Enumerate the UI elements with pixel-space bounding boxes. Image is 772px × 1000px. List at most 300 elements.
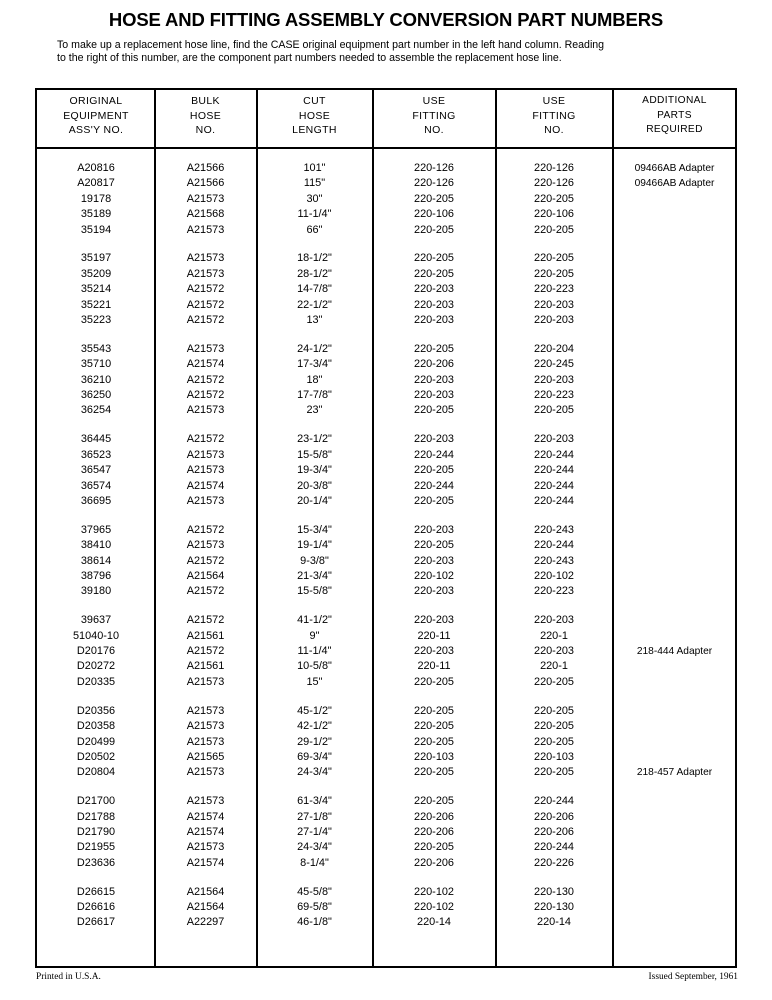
cell-additional-parts-required [614, 298, 735, 313]
cell-use-fitting-no-2: 220-205 [534, 766, 574, 779]
cell-bulk-hose-no: A21565 [186, 750, 225, 763]
cell-cut-hose-length: 17-3/4" [297, 358, 332, 371]
cell-original-equipment-assy-no: D20356 [76, 704, 116, 717]
cell-cut-hose-length: 11-1/4" [297, 645, 332, 658]
cell-additional-parts-required [614, 794, 735, 809]
cell-bulk-hose-no: A21572 [186, 314, 225, 327]
table-row [37, 357, 735, 372]
cell-bulk-hose-no: A21573 [186, 841, 225, 854]
cell-use-fitting-no-1: 220-203 [414, 433, 454, 446]
cell-additional-parts-required: 09466AB Adapter [634, 163, 715, 174]
table-row [37, 613, 735, 628]
cell-original-equipment-assy-no: D26615 [76, 885, 116, 898]
cell-cut-hose-length: 15-3/4" [297, 523, 332, 536]
cell-additional-parts-required [614, 569, 735, 584]
cell-use-fitting-no-1: 220-205 [414, 267, 454, 280]
cell-cut-hose-length: 23" [306, 404, 323, 417]
cell-use-fitting-no-2: 220-223 [534, 283, 574, 296]
cell-use-fitting-no-2: 220-205 [534, 675, 574, 688]
cell-original-equipment-assy-no: D20272 [76, 660, 116, 673]
cell-original-equipment-assy-no: 36250 [80, 389, 112, 402]
cell-use-fitting-no-1: 220-102 [414, 885, 454, 898]
cell-bulk-hose-no: A21573 [186, 494, 225, 507]
cell-bulk-hose-no: A21572 [186, 645, 225, 658]
cell-use-fitting-no-1: 220-205 [414, 342, 454, 355]
cell-use-fitting-no-2: 220-244 [534, 494, 574, 507]
cell-use-fitting-no-2: 220-130 [534, 901, 574, 914]
table-row [37, 267, 735, 282]
cell-original-equipment-assy-no: D20335 [76, 675, 116, 688]
table-row [37, 719, 735, 734]
cell-use-fitting-no-2: 220-226 [534, 856, 574, 869]
cell-use-fitting-no-1: 220-203 [414, 298, 454, 311]
cell-original-equipment-assy-no: 35543 [80, 342, 112, 355]
cell-additional-parts-required [614, 885, 735, 900]
cell-original-equipment-assy-no: 35194 [80, 223, 112, 236]
table-row [37, 403, 735, 418]
cell-additional-parts-required [614, 613, 735, 628]
cell-original-equipment-assy-no: 35189 [80, 208, 112, 221]
cell-original-equipment-assy-no: 35197 [80, 252, 112, 265]
cell-use-fitting-no-2: 220-203 [534, 433, 574, 446]
cell-original-equipment-assy-no: 35221 [80, 298, 112, 311]
cell-cut-hose-length: 66" [306, 223, 323, 236]
table-row [37, 176, 735, 191]
cell-use-fitting-no-2: 220-1 [540, 629, 568, 642]
cell-use-fitting-no-2: 220-223 [534, 389, 574, 402]
table-row [37, 479, 735, 494]
cell-cut-hose-length: 15-5/8" [297, 448, 332, 461]
cell-additional-parts-required [614, 915, 735, 930]
cell-original-equipment-assy-no: 39180 [80, 585, 112, 598]
cell-use-fitting-no-2: 220-206 [534, 825, 574, 838]
cell-original-equipment-assy-no: 37965 [80, 523, 112, 536]
column-header-bulk-hose-no: BULK HOSE NO. [189, 95, 222, 137]
cell-original-equipment-assy-no: D21955 [76, 841, 116, 854]
cell-bulk-hose-no: A21573 [186, 766, 225, 779]
cell-bulk-hose-no: A21572 [186, 389, 225, 402]
cell-original-equipment-assy-no: 38796 [80, 569, 112, 582]
table-row [37, 675, 735, 690]
cell-cut-hose-length: 45-1/2" [297, 704, 332, 717]
table-row [37, 659, 735, 674]
cell-use-fitting-no-2: 220-126 [534, 162, 574, 174]
table-row [37, 900, 735, 915]
cell-use-fitting-no-1: 220-205 [414, 675, 454, 688]
cell-additional-parts-required [614, 719, 735, 734]
cell-use-fitting-no-1: 220-126 [414, 162, 454, 174]
cell-cut-hose-length: 46-1/8" [297, 916, 332, 929]
cell-original-equipment-assy-no: A20816 [77, 162, 115, 174]
column-header-additional-parts-required: ADDITIONAL PARTS REQUIRED [642, 95, 707, 136]
cell-additional-parts-required [614, 448, 735, 463]
table-row [37, 192, 735, 207]
cell-use-fitting-no-1: 220-11 [417, 629, 451, 642]
cell-use-fitting-no-2: 220-14 [537, 916, 571, 929]
cell-additional-parts-required [614, 463, 735, 478]
cell-cut-hose-length: 21-3/4" [297, 569, 332, 582]
table-row [37, 735, 735, 750]
cell-additional-parts-required [614, 251, 735, 266]
cell-original-equipment-assy-no: D21700 [76, 795, 116, 808]
table-row [37, 584, 735, 599]
cell-bulk-hose-no: A21573 [186, 795, 225, 808]
cell-use-fitting-no-2: 220-203 [534, 373, 574, 386]
cell-bulk-hose-no: A21572 [186, 614, 225, 627]
cell-cut-hose-length: 27-1/4" [297, 825, 332, 838]
cell-bulk-hose-no: A21564 [186, 885, 225, 898]
cell-use-fitting-no-1: 220-203 [414, 614, 454, 627]
cell-use-fitting-no-1: 220-205 [414, 704, 454, 717]
cell-use-fitting-no-1: 220-106 [414, 208, 454, 221]
cell-cut-hose-length: 13" [306, 314, 323, 327]
cell-cut-hose-length: 27-1/8" [297, 810, 332, 823]
cell-additional-parts-required [614, 357, 735, 372]
cell-use-fitting-no-2: 220-205 [534, 404, 574, 417]
cell-bulk-hose-no: A21574 [186, 825, 225, 838]
table-row [37, 251, 735, 266]
cell-additional-parts-required [614, 494, 735, 509]
cell-original-equipment-assy-no: D21790 [76, 825, 116, 838]
cell-original-equipment-assy-no: 35209 [80, 267, 112, 280]
cell-bulk-hose-no: A21573 [186, 404, 225, 417]
cell-use-fitting-no-1: 220-205 [414, 252, 454, 265]
table-row-group [37, 794, 735, 871]
cell-use-fitting-no-2: 220-244 [534, 464, 574, 477]
intro-line-2: to the right of this number, are the component part numbers needed to assemble the replacement hose line. [57, 52, 562, 65]
table-row [37, 704, 735, 719]
cell-bulk-hose-no: A21573 [186, 735, 225, 748]
cell-original-equipment-assy-no: A20817 [77, 177, 115, 190]
cell-bulk-hose-no: A21573 [186, 267, 225, 280]
cell-bulk-hose-no: A21566 [186, 177, 225, 190]
cell-additional-parts-required [614, 282, 735, 297]
cell-original-equipment-assy-no: D20502 [76, 750, 116, 763]
cell-additional-parts-required: 218-457 Adapter [636, 767, 713, 779]
table-row [37, 750, 735, 765]
cell-bulk-hose-no: A21574 [186, 479, 225, 492]
cell-additional-parts-required [614, 659, 735, 674]
cell-use-fitting-no-2: 220-244 [534, 841, 574, 854]
cell-use-fitting-no-2: 220-223 [534, 585, 574, 598]
cell-additional-parts-required [614, 432, 735, 447]
column-header-cut-hose-length: CUT HOSE LENGTH [292, 95, 337, 137]
cell-original-equipment-assy-no: 38614 [80, 554, 112, 567]
cell-additional-parts-required [614, 538, 735, 553]
cell-original-equipment-assy-no: D23636 [76, 856, 116, 869]
cell-cut-hose-length: 69-3/4" [297, 750, 332, 763]
cell-use-fitting-no-1: 220-205 [414, 841, 454, 854]
cell-cut-hose-length: 41-1/2" [297, 614, 332, 627]
cell-cut-hose-length: 24-3/4" [297, 766, 332, 779]
cell-cut-hose-length: 9" [309, 629, 320, 642]
cell-use-fitting-no-2: 220-244 [534, 539, 574, 552]
cell-use-fitting-no-2: 220-205 [534, 223, 574, 236]
table-row-group [37, 704, 735, 781]
table-row [37, 298, 735, 313]
table-row [37, 523, 735, 538]
cell-cut-hose-length: 24-3/4" [297, 841, 332, 854]
cell-use-fitting-no-1: 220-203 [414, 645, 454, 658]
table-row [37, 494, 735, 509]
page-title: HOSE AND FITTING ASSEMBLY CONVERSION PART NUMBERS [108, 9, 664, 30]
cell-use-fitting-no-1: 220-205 [414, 223, 454, 236]
cell-original-equipment-assy-no: D20804 [76, 766, 116, 779]
cell-use-fitting-no-2: 220-206 [534, 810, 574, 823]
cell-cut-hose-length: 11-1/4" [297, 208, 332, 221]
cell-use-fitting-no-2: 220-106 [534, 208, 574, 221]
cell-use-fitting-no-1: 220-244 [414, 448, 454, 461]
cell-additional-parts-required [614, 735, 735, 750]
table-row [37, 840, 735, 855]
cell-use-fitting-no-2: 220-203 [534, 298, 574, 311]
cell-additional-parts-required [614, 267, 735, 282]
cell-original-equipment-assy-no: 36574 [80, 479, 112, 492]
cell-additional-parts-required [614, 750, 735, 765]
cell-use-fitting-no-1: 220-205 [414, 795, 454, 808]
cell-cut-hose-length: 15-5/8" [297, 585, 332, 598]
cell-cut-hose-length: 45-5/8" [297, 885, 332, 898]
cell-use-fitting-no-2: 220-102 [534, 569, 574, 582]
cell-use-fitting-no-2: 220-205 [534, 720, 574, 733]
cell-bulk-hose-no: A21572 [186, 283, 225, 296]
table-row [37, 161, 735, 176]
cell-use-fitting-no-1: 220-102 [414, 569, 454, 582]
cell-additional-parts-required [614, 313, 735, 328]
cell-additional-parts-required [614, 207, 735, 222]
cell-cut-hose-length: 18-1/2" [297, 252, 332, 265]
cell-original-equipment-assy-no: 36523 [80, 448, 112, 461]
cell-use-fitting-no-2: 220-205 [534, 735, 574, 748]
cell-additional-parts-required: 218-444 Adapter [636, 646, 713, 658]
cell-bulk-hose-no: A21572 [186, 433, 225, 446]
cell-use-fitting-no-1: 220-203 [414, 283, 454, 296]
cell-cut-hose-length: 15" [306, 675, 323, 688]
intro-line-1: To make up a replacement hose line, find the CASE original equipment part number in the left hand column. Reading [57, 39, 605, 51]
cell-original-equipment-assy-no: 36254 [80, 404, 112, 417]
cell-additional-parts-required [614, 479, 735, 494]
cell-cut-hose-length: 115" [303, 177, 326, 190]
cell-original-equipment-assy-no: D21788 [76, 810, 116, 823]
cell-cut-hose-length: 14-7/8" [297, 283, 332, 296]
column-header-use-fitting-no-2: USE FITTING NO. [532, 95, 576, 137]
cell-use-fitting-no-1: 220-244 [414, 479, 454, 492]
cell-use-fitting-no-2: 220-244 [534, 479, 574, 492]
cell-original-equipment-assy-no: 19178 [80, 192, 112, 205]
table-row [37, 810, 735, 825]
table-row [37, 856, 735, 871]
cell-bulk-hose-no: A21574 [186, 358, 225, 371]
cell-use-fitting-no-1: 220-203 [414, 554, 454, 567]
table-row [37, 538, 735, 553]
cell-additional-parts-required [614, 900, 735, 915]
column-header-original-equipment-assy-no: ORIGINAL EQUIPMENT ASS'Y NO. [63, 95, 129, 137]
cell-bulk-hose-no: A21573 [186, 223, 225, 236]
column-header-use-fitting-no-1: USE FITTING NO. [412, 95, 456, 137]
cell-bulk-hose-no: A21572 [186, 523, 225, 536]
cell-cut-hose-length: 101" [303, 162, 326, 174]
cell-bulk-hose-no: A21566 [186, 162, 225, 174]
cell-cut-hose-length: 61-3/4" [297, 795, 332, 808]
cell-use-fitting-no-1: 220-205 [414, 720, 454, 733]
cell-bulk-hose-no: A21574 [186, 810, 225, 823]
cell-original-equipment-assy-no: 36547 [80, 464, 112, 477]
cell-use-fitting-no-2: 220-205 [534, 252, 574, 265]
cell-original-equipment-assy-no: 35223 [80, 314, 112, 327]
table-row [37, 463, 735, 478]
table-row [37, 554, 735, 569]
cell-additional-parts-required [614, 810, 735, 825]
table-row [37, 207, 735, 222]
table-row [37, 432, 735, 447]
cell-cut-hose-length: 9-3/8" [300, 554, 329, 567]
cell-use-fitting-no-2: 220-243 [534, 523, 574, 536]
cell-additional-parts-required [614, 704, 735, 719]
table-row [37, 313, 735, 328]
table-row-group [37, 432, 735, 509]
cell-cut-hose-length: 19-3/4" [297, 464, 332, 477]
cell-original-equipment-assy-no: 35214 [80, 283, 112, 296]
table-row [37, 373, 735, 388]
intro-paragraph [57, 39, 717, 66]
cell-original-equipment-assy-no: D26617 [76, 916, 116, 929]
cell-original-equipment-assy-no: 36695 [80, 494, 112, 507]
cell-original-equipment-assy-no: D20176 [76, 645, 116, 658]
cell-use-fitting-no-1: 220-205 [414, 539, 454, 552]
table-row [37, 885, 735, 900]
cell-bulk-hose-no: A21573 [186, 675, 225, 688]
cell-bulk-hose-no: A21573 [186, 448, 225, 461]
table-row-group [37, 885, 735, 931]
cell-use-fitting-no-1: 220-205 [414, 494, 454, 507]
cell-original-equipment-assy-no: D20499 [76, 735, 116, 748]
cell-original-equipment-assy-no: 36210 [80, 373, 112, 386]
cell-use-fitting-no-2: 220-126 [534, 177, 574, 190]
table-row [37, 388, 735, 403]
cell-additional-parts-required [614, 584, 735, 599]
cell-use-fitting-no-2: 220-244 [534, 448, 574, 461]
cell-cut-hose-length: 20-1/4" [297, 494, 332, 507]
cell-use-fitting-no-1: 220-206 [414, 825, 454, 838]
cell-cut-hose-length: 23-1/2" [297, 433, 332, 446]
cell-use-fitting-no-1: 220-205 [414, 404, 454, 417]
cell-bulk-hose-no: A21574 [186, 856, 225, 869]
cell-additional-parts-required [614, 342, 735, 357]
cell-bulk-hose-no: A21561 [186, 660, 225, 673]
cell-use-fitting-no-1: 220-206 [414, 810, 454, 823]
cell-original-equipment-assy-no: 39637 [80, 614, 112, 627]
cell-use-fitting-no-2: 220-205 [534, 192, 574, 205]
cell-additional-parts-required [614, 856, 735, 871]
cell-use-fitting-no-2: 220-243 [534, 554, 574, 567]
cell-bulk-hose-no: A21564 [186, 901, 225, 914]
cell-bulk-hose-no: A21573 [186, 342, 225, 355]
cell-bulk-hose-no: A21568 [186, 208, 225, 221]
table-body [37, 149, 735, 966]
cell-bulk-hose-no: A21564 [186, 569, 225, 582]
cell-cut-hose-length: 29-1/2" [297, 735, 332, 748]
table-row [37, 223, 735, 238]
cell-use-fitting-no-1: 220-205 [414, 766, 454, 779]
cell-use-fitting-no-1: 220-126 [414, 177, 454, 190]
cell-cut-hose-length: 19-1/4" [297, 539, 332, 552]
table-row [37, 342, 735, 357]
cell-use-fitting-no-1: 220-203 [414, 585, 454, 598]
cell-bulk-hose-no: A22297 [186, 916, 225, 929]
cell-use-fitting-no-1: 220-203 [414, 389, 454, 402]
cell-additional-parts-required [614, 373, 735, 388]
table-row [37, 825, 735, 840]
cell-use-fitting-no-2: 220-1 [540, 660, 568, 673]
cell-bulk-hose-no: A21572 [186, 298, 225, 311]
cell-cut-hose-length: 42-1/2" [297, 720, 332, 733]
cell-use-fitting-no-1: 220-102 [414, 901, 454, 914]
cell-additional-parts-required [614, 675, 735, 690]
cell-use-fitting-no-1: 220-205 [414, 192, 454, 205]
footer-printed-in: Printed in U.S.A. [36, 972, 101, 982]
table-row [37, 765, 735, 780]
cell-cut-hose-length: 17-7/8" [297, 389, 332, 402]
table-row-group [37, 613, 735, 690]
cell-bulk-hose-no: A21572 [186, 373, 225, 386]
cell-cut-hose-length: 22-1/2" [297, 298, 332, 311]
table-row [37, 282, 735, 297]
cell-bulk-hose-no: A21573 [186, 464, 225, 477]
cell-cut-hose-length: 8-1/4" [300, 856, 329, 869]
cell-bulk-hose-no: A21561 [186, 629, 225, 642]
cell-cut-hose-length: 30" [306, 192, 323, 205]
cell-use-fitting-no-2: 220-205 [534, 704, 574, 717]
cell-use-fitting-no-1: 220-205 [414, 735, 454, 748]
table-row-group [37, 161, 735, 238]
cell-use-fitting-no-2: 220-203 [534, 314, 574, 327]
cell-use-fitting-no-2: 220-103 [534, 750, 574, 763]
cell-additional-parts-required [614, 825, 735, 840]
table-row-group [37, 251, 735, 328]
cell-original-equipment-assy-no: 35710 [80, 358, 112, 371]
cell-additional-parts-required [614, 629, 735, 644]
cell-use-fitting-no-1: 220-203 [414, 523, 454, 536]
cell-bulk-hose-no: A21573 [186, 720, 225, 733]
cell-bulk-hose-no: A21573 [186, 539, 225, 552]
cell-use-fitting-no-1: 220-203 [414, 314, 454, 327]
cell-use-fitting-no-1: 220-11 [417, 660, 451, 673]
cell-bulk-hose-no: A21572 [186, 585, 225, 598]
cell-use-fitting-no-1: 220-205 [414, 464, 454, 477]
cell-original-equipment-assy-no: 38410 [80, 539, 112, 552]
cell-cut-hose-length: 20-3/8" [297, 479, 332, 492]
cell-additional-parts-required [614, 554, 735, 569]
cell-use-fitting-no-1: 220-203 [414, 373, 454, 386]
table-row [37, 569, 735, 584]
cell-cut-hose-length: 18" [306, 373, 323, 386]
cell-use-fitting-no-1: 220-103 [414, 750, 454, 763]
cell-use-fitting-no-2: 220-205 [534, 267, 574, 280]
cell-original-equipment-assy-no: 51040-10 [72, 629, 120, 642]
cell-original-equipment-assy-no: D26616 [76, 901, 116, 914]
cell-bulk-hose-no: A21573 [186, 192, 225, 205]
cell-bulk-hose-no: A21573 [186, 704, 225, 717]
cell-use-fitting-no-2: 220-245 [534, 358, 574, 371]
table-row [37, 629, 735, 644]
cell-additional-parts-required [614, 192, 735, 207]
cell-additional-parts-required [614, 523, 735, 538]
cell-use-fitting-no-2: 220-203 [534, 645, 574, 658]
cell-cut-hose-length: 24-1/2" [297, 342, 332, 355]
cell-additional-parts-required [614, 223, 735, 238]
cell-use-fitting-no-1: 220-206 [414, 856, 454, 869]
table-row [37, 448, 735, 463]
